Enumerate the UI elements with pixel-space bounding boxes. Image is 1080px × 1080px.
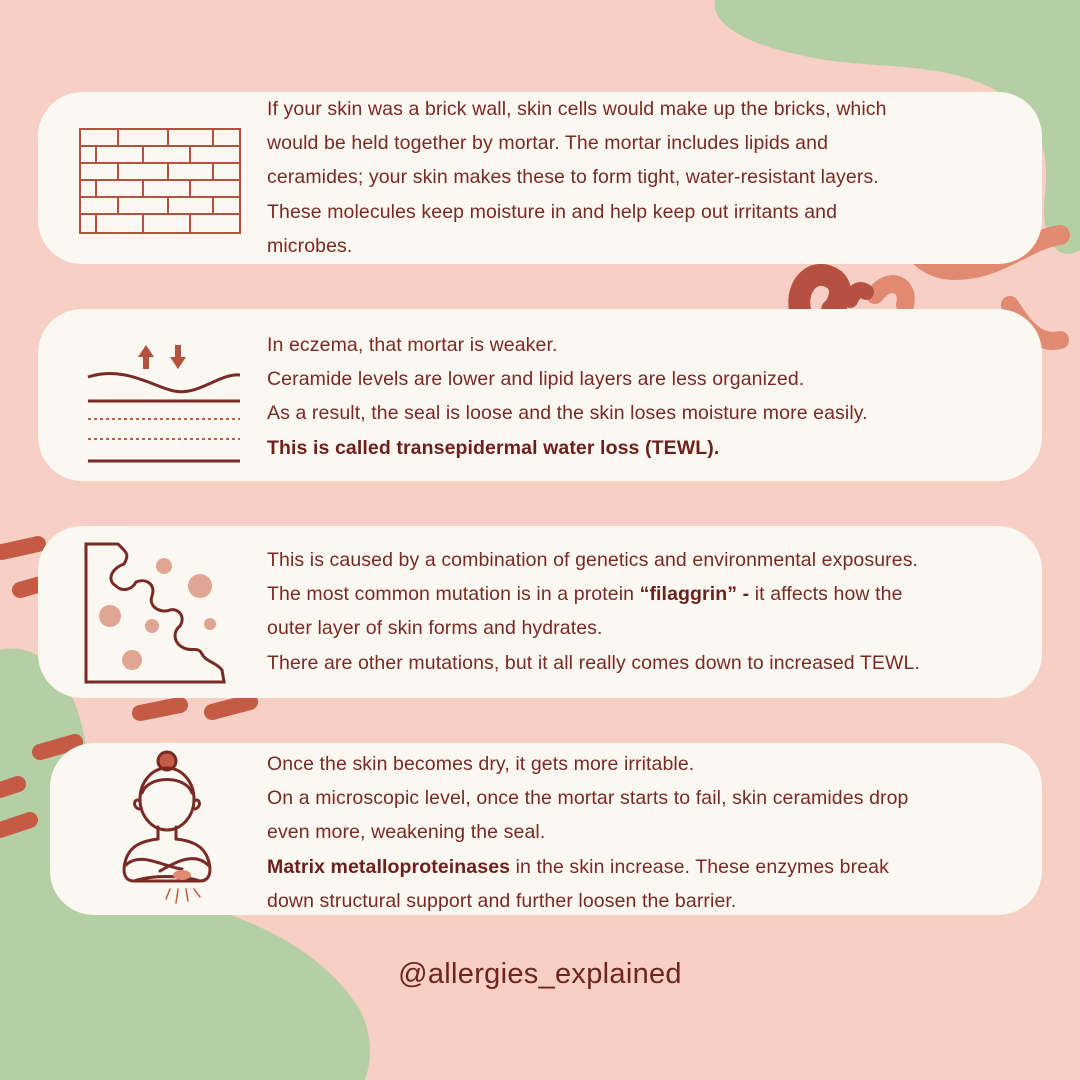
text-line: down structural support and further loosen the barrier. <box>267 889 737 912</box>
brick-wall-icon <box>78 125 242 237</box>
text-segment: it affects how the <box>749 583 903 606</box>
info-card-irritation <box>50 743 1042 915</box>
text-line: There are other mutations, but it all really comes down to increased TEWL. <box>267 651 921 674</box>
text-line: Once the skin becomes dry, it gets more irritable. <box>267 753 695 775</box>
squiggle-dark-right <box>799 275 840 310</box>
dash-left-4 <box>212 702 250 712</box>
dash-left-1 <box>2 544 38 552</box>
text-line: Ceramide levels are lower and lipid layers are less organized. <box>267 368 805 391</box>
skin-layers-moisture-icon <box>84 339 244 464</box>
social-handle: @allergies_explained <box>398 958 682 990</box>
text-line: As a result, the seal is loose and the skin loses moisture more easily. <box>267 402 868 425</box>
text-line: In eczema, that mortar is weaker. <box>267 334 558 356</box>
info-card-brick-wall <box>38 92 1042 264</box>
person-scratching-icon <box>112 747 222 909</box>
card-text <box>267 92 887 263</box>
text-line <box>267 850 909 884</box>
text-line: even more, weakening the seal. <box>267 821 546 844</box>
info-card-eczema <box>38 309 1042 481</box>
text-line: would be held together by mortar. The mortar includes lipids and <box>267 132 829 155</box>
info-card-genetics <box>38 526 1042 698</box>
text-line <box>267 577 920 611</box>
text-line: These molecules keep moisture in and help keep out irritants and <box>267 200 838 223</box>
text-line-bold <box>267 431 868 465</box>
squiggle-rust-mid <box>850 290 866 300</box>
dash-left-6 <box>0 784 18 790</box>
text-line: microbes. <box>267 234 353 257</box>
text-line: ceramides; your skin makes these to form tight, water-resistant layers. <box>267 166 879 189</box>
dash-left-7 <box>0 820 30 830</box>
dash-left-3 <box>140 705 180 713</box>
card-text <box>267 543 920 680</box>
text-line: This is caused by a combination of genetics and environmental exposures. <box>267 549 919 571</box>
tewl-definition: This is called transepidermal water loss (TEWL). <box>267 436 720 459</box>
squiggle-salmon-lower <box>875 284 906 305</box>
text-line: If your skin was a brick wall, skin cells would make up the bricks, which <box>267 98 887 120</box>
text-line: On a microscopic level, once the mortar starts to fail, skin ceramides drop <box>267 787 909 810</box>
cells-puzzle-icon <box>82 540 232 686</box>
card-text <box>267 747 909 918</box>
mmp-term: Matrix metalloproteinases <box>267 855 511 878</box>
text-segment: The most common mutation is in a protein <box>267 583 640 606</box>
card-text <box>267 328 868 465</box>
text-line: outer layer of skin forms and hydrates. <box>267 617 603 640</box>
filaggrin-term: “filaggrin” - <box>639 583 750 606</box>
text-segment: in the skin increase. These enzymes break <box>510 855 889 878</box>
